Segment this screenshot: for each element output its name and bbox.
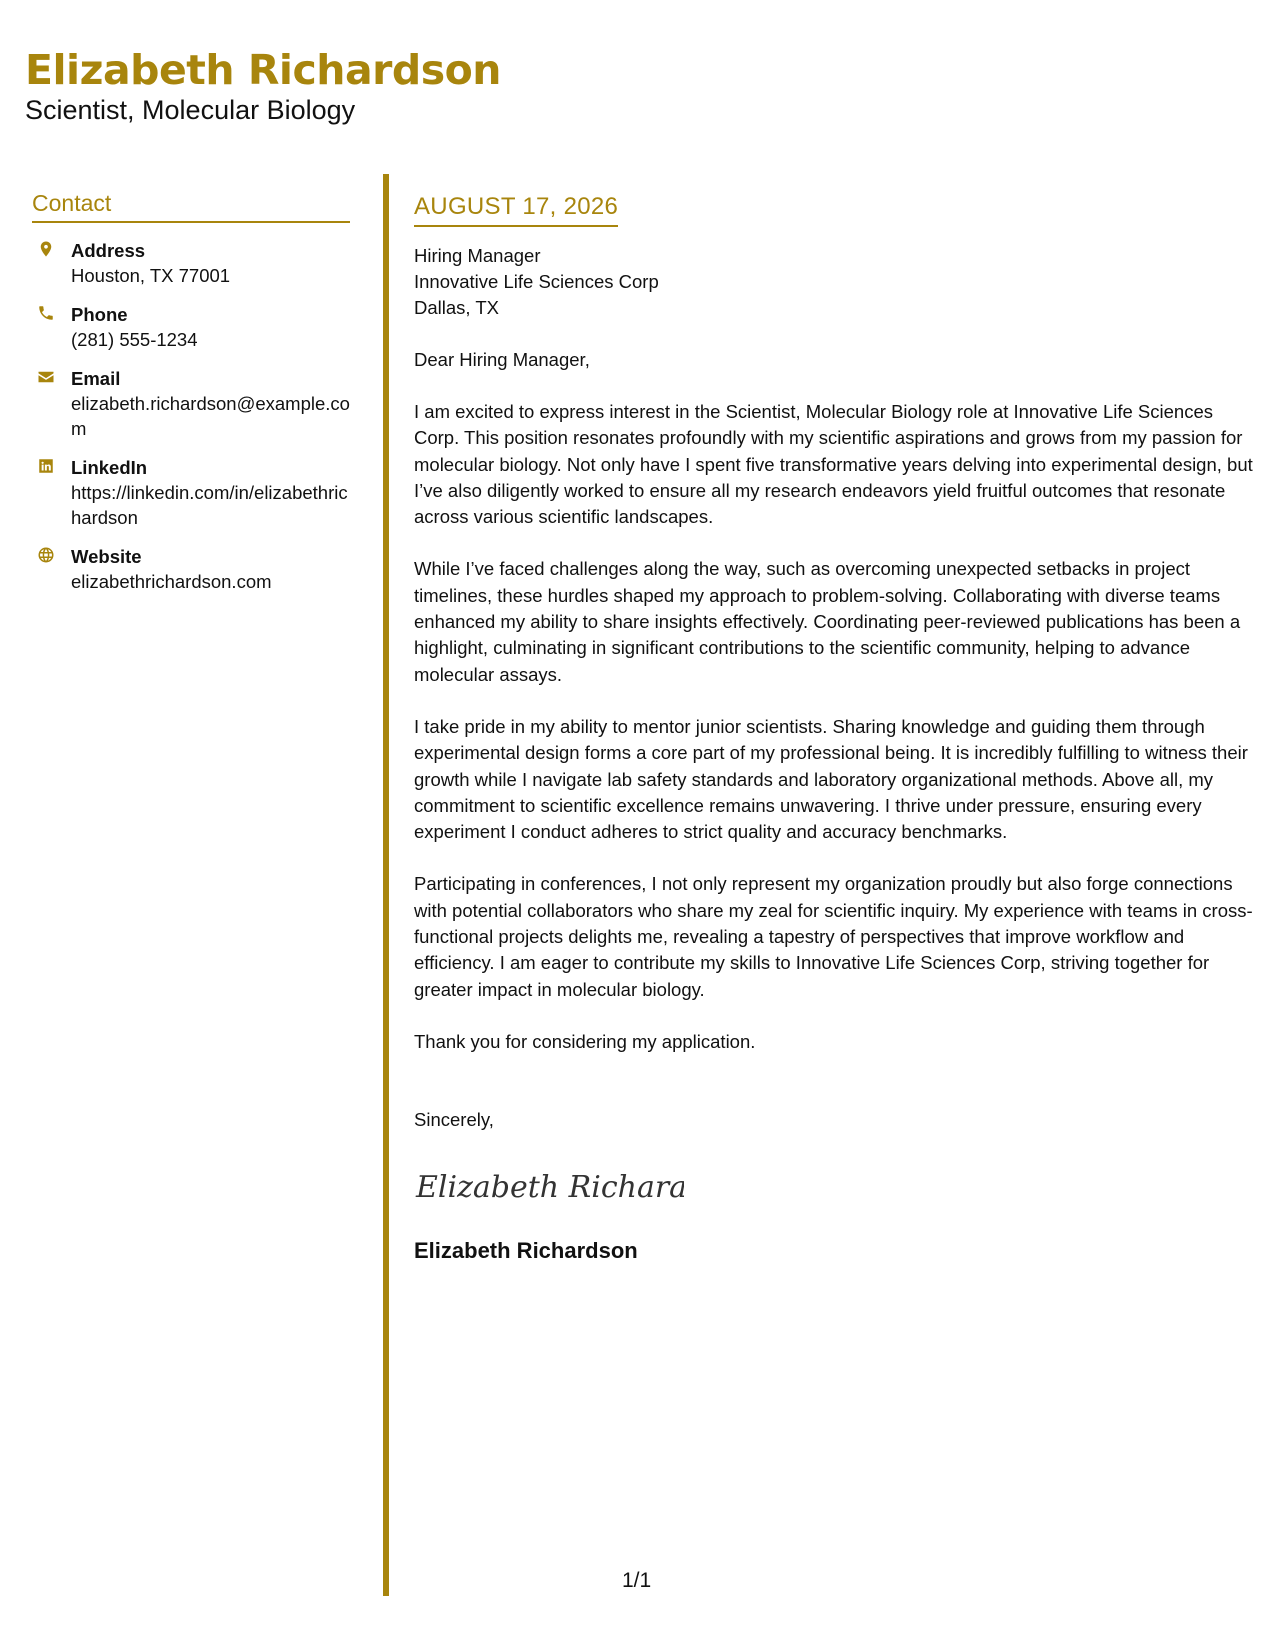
linkedin-value[interactable]: https://linkedin.com/in/elizabethrichardson [71,482,348,528]
email-label: Email [71,368,121,389]
recipient-company: Innovative Life Sciences Corp [414,271,659,292]
paragraph-3: I take pride in my ability to mentor junior scientists. Sharing knowledge and guiding them through experimental design forms a core part of my professional being. It is incredibly fulfilling to witness their growth while I navigate lab safety standards and laboratory organizational methods. Above all, my commitment to scientific excellence remains unwavering. I thrive under pressure, ensuring every experiment I conduct adheres to strict quality and accuracy benchmarks. [414,715,1248,843]
applicant-name: Elizabeth Richardson [25,46,501,94]
contact-item-address [32,238,350,288]
recipient-block [414,243,1254,321]
salutation: Dear Hiring Manager, [414,349,590,370]
linkedin-icon [36,455,56,477]
globe-icon [36,544,56,566]
address-label: Address [71,240,146,261]
handwritten-signature [414,1165,1254,1209]
letter-body [414,190,1254,1265]
signed-name: Elizabeth Richardson [414,1238,638,1264]
contact-sidebar [32,186,350,608]
phone-value[interactable]: (281) 555-1234 [71,329,198,350]
job-title: Scientist, Molecular Biology [25,95,356,126]
address-value: Houston, TX 77001 [71,265,231,286]
map-pin-icon [36,238,56,260]
recipient-location: Dallas, TX [414,297,499,318]
contact-item-website [32,544,350,594]
envelope-icon [36,366,56,388]
email-value[interactable]: elizabeth.richardson@example.com [71,393,350,439]
paragraph-2: While I’ve faced challenges along the way, such as overcoming unexpected setbacks in project timelines, these hurdles shaped my approach to problem-solving. Collaborating with diverse teams enhanced my ability to share insights effectively. Coordinating peer-reviewed publications has been a highlight, culminating in significant contributions to the scientific community, helping to advance molecular assays. [414,558,1241,685]
paragraph-4: Participating in conferences, I not only represent my organization proudly but also forge connections with potential collaborators who share my zeal for scientific inquiry. My experience with teams in cross-functional projects delights me, revealing a tapestry of perspectives that improve workflow and efficiency. I am eager to contribute my skills to Innovative Life Sciences Corp, striving together for greater impact in molecular biology. [414,873,1253,1000]
vertical-divider [383,174,389,1596]
paragraph-5: Thank you for considering my application. [414,1030,756,1052]
page-number: 1/1 [622,1569,652,1592]
header [25,46,501,126]
closing: Sincerely, [414,1109,494,1131]
website-label: Website [71,546,142,567]
contact-item-phone [32,302,350,352]
contact-heading: Contact [32,186,350,223]
phone-icon [36,302,56,324]
contact-item-linkedin [32,455,350,530]
letter-date: AUGUST 17, 2026 [414,190,618,227]
website-value[interactable]: elizabethrichardson.com [71,571,272,592]
recipient-name: Hiring Manager [414,245,541,266]
phone-label: Phone [71,304,128,325]
contact-item-email [32,366,350,441]
paragraph-1: I am excited to express interest in the Scientist, Molecular Biology role at Innovative Life Sciences Corp. This position resonates profoundly with my scientific aspirations and grows from my passion for molecular biology. Not only have I spent five transformative years delving into experimental design, but I’ve also diligently worked to ensure all my research endeavors yield fruitful outcomes that resonate across various scientific landscapes. [414,401,1253,528]
linkedin-label: LinkedIn [71,457,148,478]
signature-text: Elizabeth Richara [416,1170,684,1206]
